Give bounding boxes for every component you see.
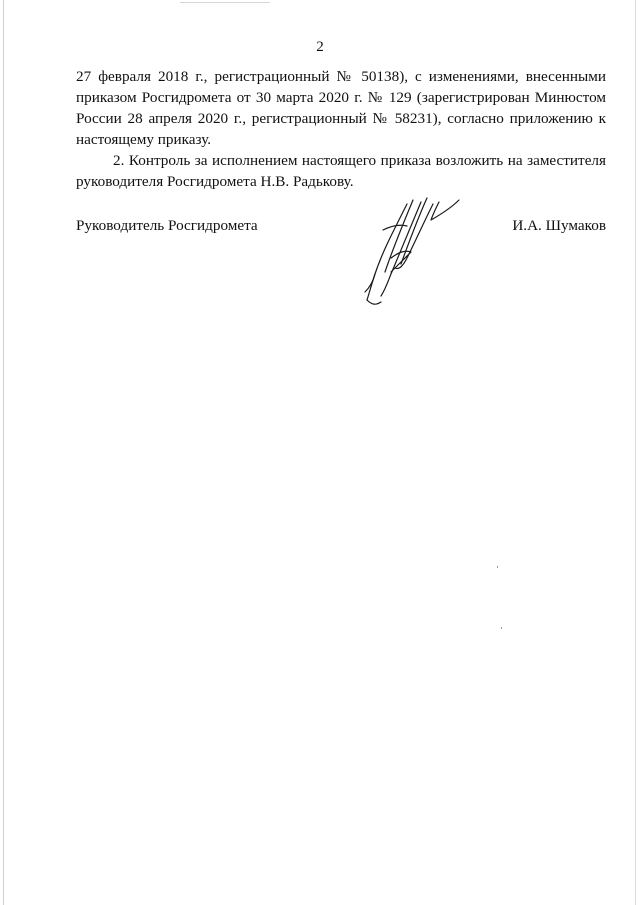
handwritten-signature-icon: [355, 190, 465, 310]
scan-edge-left: [3, 0, 4, 905]
page-number: 2: [316, 39, 324, 55]
scan-edge-right: [635, 0, 636, 905]
signatory-name: И.А. Шумаков: [512, 217, 606, 234]
signatory-title: Руководитель Росгидромета: [76, 217, 258, 234]
paragraph-item-2: 2. Контроль за исполнением настоящего приказа возложить на заместителя руководителя Росгидромета Н.В. Радькову.: [76, 152, 606, 190]
scan-speck: [501, 627, 502, 629]
scan-edge-top: [180, 2, 270, 3]
paragraph-continuation: 27 февраля 2018 г., регистрационный № 50138), с изменениями, внесенными приказом Росгидромета от 30 марта 2020 г. № 129 (зарегистрирован Минюстом России 28 апреля 2020 г., регистрационный № 58231), согласно приложению к настоящему приказу.: [76, 68, 606, 148]
signature-block: [76, 215, 606, 237]
scan-speck: [497, 566, 498, 568]
document-body: [76, 66, 606, 192]
